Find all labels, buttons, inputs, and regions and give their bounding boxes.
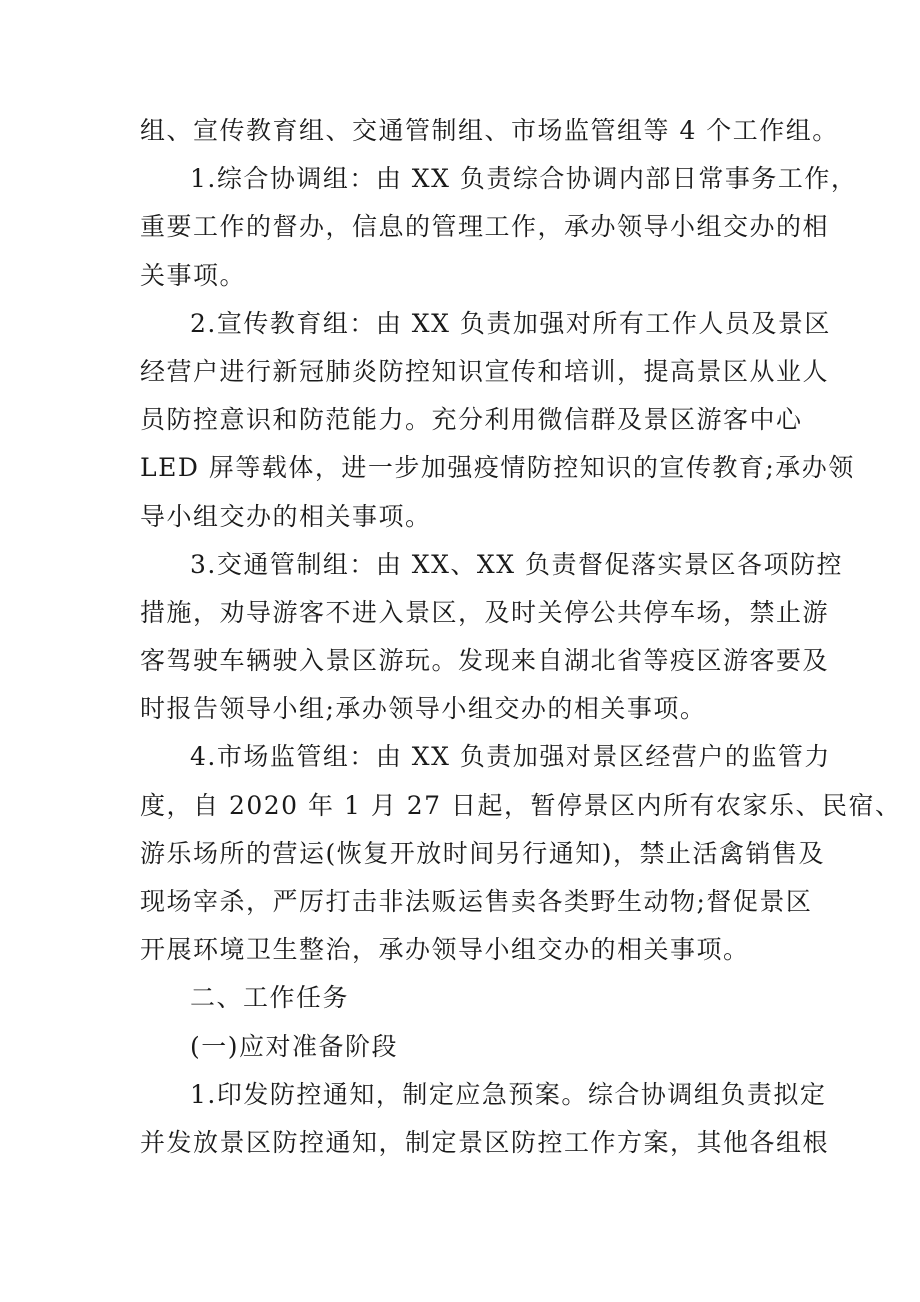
section-heading: 二、工作任务 xyxy=(190,983,350,1013)
document-body xyxy=(140,107,902,1167)
text-line: 客驾驶车辆驶入景区游玩。发现来自湖北省等疫区游客要及 xyxy=(140,646,830,676)
text-line: 组、宣传教育组、交通管制组、市场监管组等 4 个工作组。 xyxy=(140,116,839,145)
text-line: LED 屏等载体，进一步加强疫情防控知识的宣传教育;承办领 xyxy=(140,453,855,483)
text-line: 4.市场监管组：由 XX 负责加强对景区经营户的监管力 xyxy=(190,742,831,772)
text-line: 重要工作的督办，信息的管理工作，承办领导小组交办的相 xyxy=(140,212,830,242)
text-line: 经营户进行新冠肺炎防控知识宣传和培训，提高景区从业人 xyxy=(140,356,830,386)
text-line: 时报告领导小组;承办领导小组交办的相关事项。 xyxy=(140,694,707,724)
subsection-heading: (一)应对准备阶段 xyxy=(190,1031,399,1061)
text-line: 游乐场所的营运(恢复开放时间另行通知)，禁止活禽销售及 xyxy=(140,838,826,868)
text-line: 员防控意识和防范能力。充分利用微信群及景区游客中心 xyxy=(140,405,803,435)
text-line: 3.交通管制组：由 XX、XX 负责督促落实景区各项防控 xyxy=(190,549,843,579)
text-line: 开展环境卫生整治，承办领导小组交办的相关事项。 xyxy=(140,935,750,965)
text-line: 1.综合协调组：由 XX 负责综合协调内部日常事务工作， xyxy=(190,164,858,194)
text-line: 现场宰杀，严厉打击非法贩运售卖各类野生动物;督促景区 xyxy=(140,887,813,916)
text-line: 2.宣传教育组：由 XX 负责加强对所有工作人员及景区 xyxy=(190,308,831,338)
text-line: 1.印发防控通知，制定应急预案。综合协调组负责拟定 xyxy=(190,1079,827,1109)
text-line: 导小组交办的相关事项。 xyxy=(140,501,432,531)
text-line: 关事项。 xyxy=(140,260,247,290)
text-line: 措施，劝导游客不进入景区，及时关停公共停车场，禁止游 xyxy=(140,597,830,627)
text-line: 并发放景区防控通知，制定景区防控工作方案，其他各组根 xyxy=(140,1127,830,1157)
text-line: 度，自 2020 年 1 月 27 日起，暂停景区内所有农家乐、民宿、 xyxy=(140,790,902,820)
